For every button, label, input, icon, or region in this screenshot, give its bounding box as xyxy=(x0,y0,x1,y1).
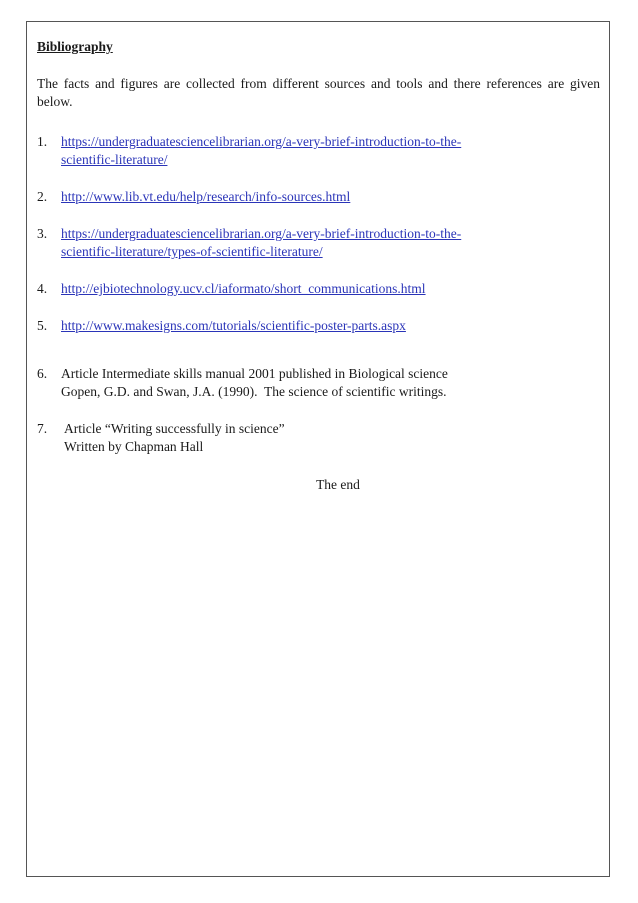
reference-link-line[interactable]: http://www.lib.vt.edu/help/research/info-sources.html xyxy=(61,189,351,204)
page-heading: Bibliography xyxy=(37,39,113,54)
end-text: The end xyxy=(316,477,360,492)
reference-link-line[interactable]: scientific-literature/ xyxy=(61,152,168,167)
reference-item-4 xyxy=(37,280,600,298)
reference-item-7 xyxy=(37,420,600,456)
reference-number: 7. xyxy=(37,421,48,436)
reference-item-5 xyxy=(37,317,600,335)
reference-link-line[interactable]: https://undergraduatesciencelibrarian.org/a-very-brief-introduction-to-the- xyxy=(61,134,462,149)
reference-number: 6. xyxy=(37,366,48,381)
reference-item-6 xyxy=(37,365,600,401)
reference-link-line[interactable]: http://www.makesigns.com/tutorials/scientific-poster-parts.aspx xyxy=(61,318,406,333)
reference-number: 4. xyxy=(37,281,48,296)
reference-text-line: Article Intermediate skills manual 2001 published in Biological science xyxy=(61,366,448,381)
reference-number: 1. xyxy=(37,134,48,149)
reference-item-3 xyxy=(37,225,600,261)
reference-number: 2. xyxy=(37,189,48,204)
reference-link-line[interactable]: scientific-literature/types-of-scientific-literature/ xyxy=(61,244,323,259)
reference-link-line[interactable]: https://undergraduatesciencelibrarian.org/a-very-brief-introduction-to-the- xyxy=(61,226,462,241)
reference-text-line: Written by Chapman Hall xyxy=(64,439,204,454)
reference-link-line[interactable]: http://ejbiotechnology.ucv.cl/iaformato/short_communications.html xyxy=(61,281,426,296)
document-content xyxy=(37,30,600,494)
reference-text-line: Gopen, G.D. and Swan, J.A. (1990). The science of scientific writings. xyxy=(61,384,447,399)
reference-number: 5. xyxy=(37,318,48,333)
reference-item-2 xyxy=(37,188,600,206)
reference-number: 3. xyxy=(37,226,48,241)
reference-text-line: Article “Writing successfully in science” xyxy=(64,421,285,436)
reference-item-1 xyxy=(37,133,600,169)
intro-paragraph: The facts and figures are collected from different sources and tools and there references are given below. xyxy=(37,76,600,109)
